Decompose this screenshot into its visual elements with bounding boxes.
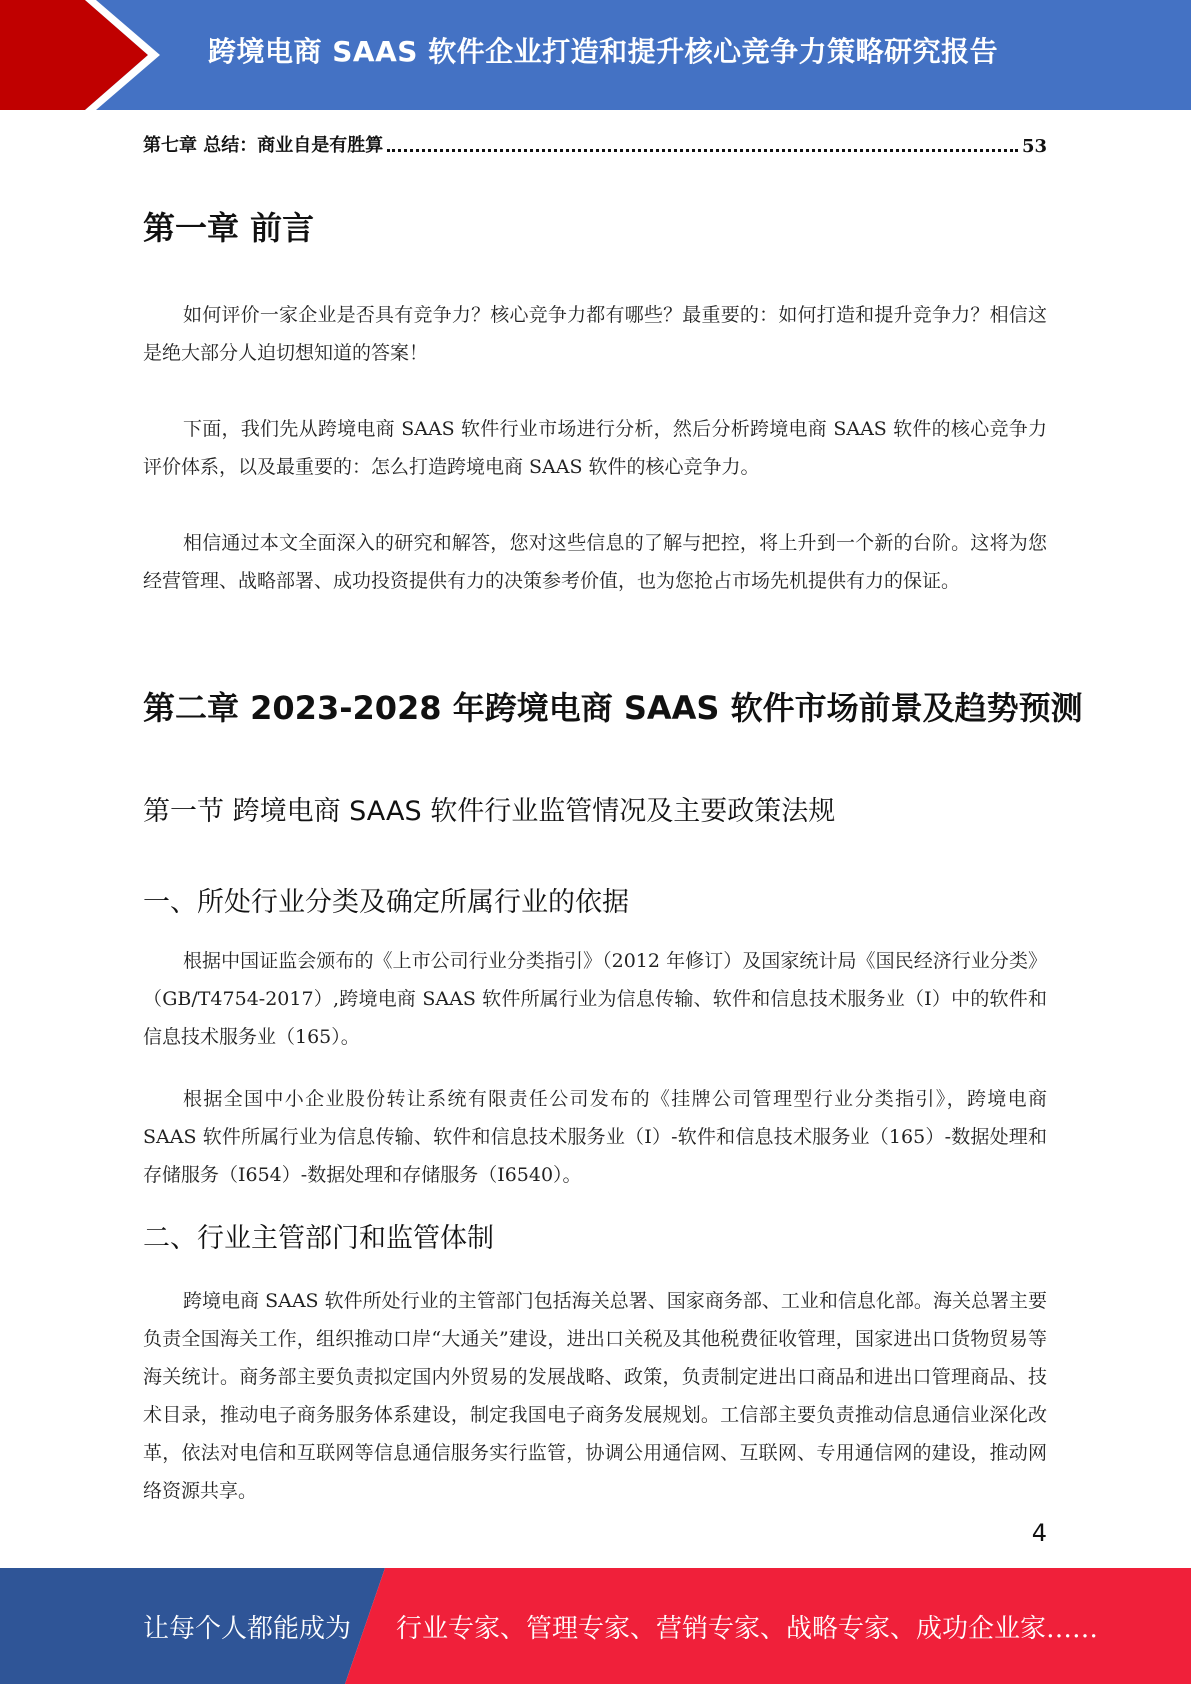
subsection1-paragraph-2: 根据全国中小企业股份转让系统有限责任公司发布的《挂牌公司管理型行业分类指引》，跨境电商 SAAS 软件所属行业为信息传输、软件和信息技术服务业（I）-软件和信息技术服务业（165）-数据处理和存储服务（I654）-数据处理和存储服务（I6540）。 <box>143 1088 1047 1186</box>
subsection2-heading: 二、行业主管部门和监管体制 <box>143 1223 494 1254</box>
toc-entry-page: 53 <box>1021 136 1047 157</box>
subsection1-heading: 一、所处行业分类及确定所属行业的依据 <box>143 887 629 918</box>
footer-slogan-right: 行业专家、管理专家、营销专家、战略专家、成功企业家…… <box>396 1614 1099 1644</box>
footer-slogan-left: 让每个人都能成为 <box>143 1614 352 1644</box>
chapter1-paragraph-1: 如何评价一家企业是否具有竞争力？核心竞争力都有哪些？最重要的：如何打造和提升竞争力？相信这是绝大部分人迫切想知道的答案！ <box>143 304 1047 364</box>
chapter1-paragraph-3: 相信通过本文全面深入的研究和解答，您对这些信息的了解与把控，将上升到一个新的台阶。这将为您经营管理、战略部署、成功投资提供有力的决策参考价值，也为您抢占市场先机提供有力的保证。 <box>143 532 1047 592</box>
chapter2-heading: 第二章 2023-2028 年跨境电商 SAAS 软件市场前景及趋势预测 <box>143 689 1083 727</box>
chapter1-heading: 第一章 前言 <box>143 209 315 247</box>
subsection2-paragraph-1: 跨境电商 SAAS 软件所处行业的主管部门包括海关总署、国家商务部、工业和信息化部。海关总署主要负责全国海关工作，组织推动口岸“大通关”建设，进出口关税及其他税费征收管理，国家进出口货物贸易等海关统计。商务部主要负责拟定国内外贸易的发展战略、政策，负责制定进出口商品和进出口管理商品、技术目录，推动电子商务服务体系建设，制定我国电子商务发展规划。工信部主要负责推动信息通信业深化改革，依法对电信和互联网等信息通信服务实行监管，协调公用通信网、互联网、专用通信网的建设，推动网络资源共享。 <box>143 1290 1047 1502</box>
page-footer <box>0 1568 1191 1684</box>
toc-entry-chapter7[interactable] <box>143 131 1047 157</box>
toc-entry-label: 第七章 总结：商业自是有胜算 <box>143 135 384 156</box>
header-chevron-graphic <box>0 0 160 110</box>
section1-heading: 第一节 跨境电商 SAAS 软件行业监管情况及主要政策法规 <box>143 796 836 827</box>
report-title: 跨境电商 SAAS 软件企业打造和提升核心竞争力策略研究报告 <box>208 35 999 68</box>
toc-leader-dots <box>387 149 1018 152</box>
chapter1-paragraph-2: 下面，我们先从跨境电商 SAAS 软件行业市场进行分析，然后分析跨境电商 SAAS 软件的核心竞争力评价体系，以及最重要的：怎么打造跨境电商 SAAS 软件的核心竞争力。 <box>143 418 1047 478</box>
subsection1-paragraph-1: 根据中国证监会颁布的《上市公司行业分类指引》（2012 年修订）及国家统计局《国民经济行业分类》（GB/T4754-2017）,跨境电商 SAAS 软件所属行业为信息传输、软件和信息技术服务业（I）中的软件和信息技术服务业（165）。 <box>143 950 1047 1048</box>
page-number: 4 <box>1031 1519 1047 1547</box>
page-header <box>0 0 1191 110</box>
